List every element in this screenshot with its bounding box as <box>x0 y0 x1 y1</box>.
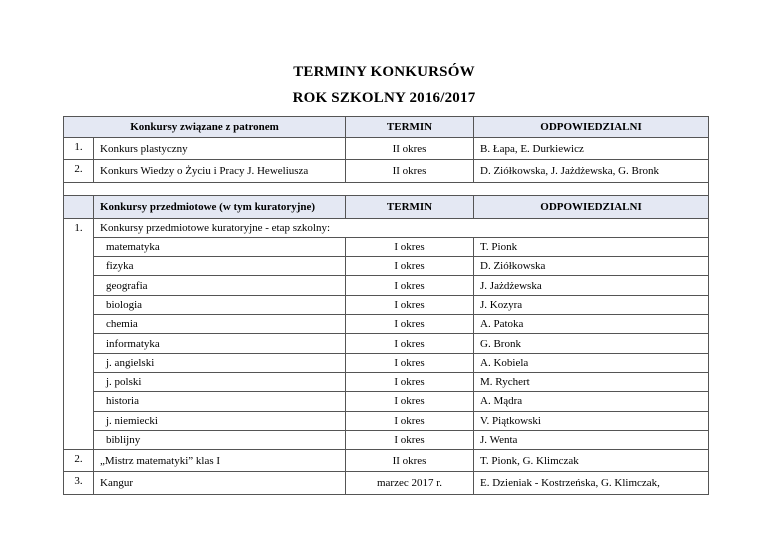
subject-row <box>64 372 709 391</box>
subject-name: historia <box>94 392 346 411</box>
subject-name: j. polski <box>94 372 346 391</box>
subject-row <box>64 392 709 411</box>
subject-termin: I okres <box>346 372 474 391</box>
subject-name: biblijny <box>94 430 346 449</box>
document-subtitle: ROK SZKOLNY 2016/2017 <box>292 90 476 106</box>
subject-resp: D. Ziółkowska <box>474 257 709 276</box>
group-number: 1. <box>64 218 94 450</box>
competitions-table <box>63 116 709 495</box>
subject-name: geografia <box>94 276 346 295</box>
subject-resp: A. Patoka <box>474 315 709 334</box>
subject-resp: A. Kobiela <box>474 353 709 372</box>
subject-termin: I okres <box>346 334 474 353</box>
row-termin: II okres <box>346 138 474 160</box>
section2-header-termin: TERMIN <box>346 195 474 218</box>
table-row <box>64 160 709 182</box>
row-termin: II okres <box>346 160 474 182</box>
subject-row <box>64 411 709 430</box>
subject-termin: I okres <box>346 315 474 334</box>
row-number: 3. <box>64 472 94 494</box>
subject-name: j. angielski <box>94 353 346 372</box>
subject-name: fizyka <box>94 257 346 276</box>
row-resp: T. Pionk, G. Klimczak <box>474 450 709 472</box>
section2-header-row <box>64 195 709 218</box>
subject-resp: A. Mądra <box>474 392 709 411</box>
subject-name: matematyka <box>94 237 346 256</box>
subject-name: chemia <box>94 315 346 334</box>
section1-header-termin: TERMIN <box>346 117 474 138</box>
section1-header-resp: ODPOWIEDZIALNI <box>474 117 709 138</box>
subject-row <box>64 276 709 295</box>
table-row <box>64 450 709 472</box>
subject-resp: V. Piątkowski <box>474 411 709 430</box>
subject-name: biologia <box>94 295 346 314</box>
section1-header-name: Konkursy związane z patronem <box>64 117 346 138</box>
group-title: Konkursy przedmiotowe kuratoryjne - etap szkolny: <box>94 218 709 237</box>
row-resp: B. Łapa, E. Durkiewicz <box>474 138 709 160</box>
subject-row <box>64 257 709 276</box>
document-title: TERMINY KONKURSÓW <box>293 64 475 80</box>
subject-resp: M. Rychert <box>474 372 709 391</box>
subject-row <box>64 334 709 353</box>
row-number: 2. <box>64 450 94 472</box>
subject-resp: J. Kozyra <box>474 295 709 314</box>
subject-termin: I okres <box>346 353 474 372</box>
row-name: Konkurs plastyczny <box>94 138 346 160</box>
subject-resp: J. Jażdżewska <box>474 276 709 295</box>
subject-row <box>64 315 709 334</box>
row-number: 2. <box>64 160 94 182</box>
row-resp: E. Dzieniak - Kostrzeńska, G. Klimczak, <box>474 472 709 494</box>
subject-resp: T. Pionk <box>474 237 709 256</box>
table-row <box>64 138 709 160</box>
subject-termin: I okres <box>346 392 474 411</box>
row-termin: II okres <box>346 450 474 472</box>
subject-name: informatyka <box>94 334 346 353</box>
subject-row <box>64 237 709 256</box>
section-spacer <box>64 182 709 195</box>
row-termin: marzec 2017 r. <box>346 472 474 494</box>
row-name: Konkurs Wiedzy o Życiu i Pracy J. Heweliusza <box>94 160 346 182</box>
row-name: Kangur <box>94 472 346 494</box>
row-name: „Mistrz matematyki” klas I <box>94 450 346 472</box>
section2-header-resp: ODPOWIEDZIALNI <box>474 195 709 218</box>
row-number: 1. <box>64 138 94 160</box>
subject-name: j. niemiecki <box>94 411 346 430</box>
subject-row <box>64 353 709 372</box>
subject-resp: J. Wenta <box>474 430 709 449</box>
section1-header-row <box>64 117 709 138</box>
subject-termin: I okres <box>346 237 474 256</box>
subject-termin: I okres <box>346 430 474 449</box>
group-row <box>64 218 709 237</box>
table-row <box>64 472 709 494</box>
subject-termin: I okres <box>346 295 474 314</box>
subject-resp: G. Bronk <box>474 334 709 353</box>
row-resp: D. Ziółkowska, J. Jażdżewska, G. Bronk <box>474 160 709 182</box>
subject-termin: I okres <box>346 257 474 276</box>
section2-header-name: Konkursy przedmiotowe (w tym kuratoryjne) <box>94 195 346 218</box>
subject-row <box>64 295 709 314</box>
subject-termin: I okres <box>346 276 474 295</box>
section2-header-blank <box>64 195 94 218</box>
subject-row <box>64 430 709 449</box>
subject-termin: I okres <box>346 411 474 430</box>
